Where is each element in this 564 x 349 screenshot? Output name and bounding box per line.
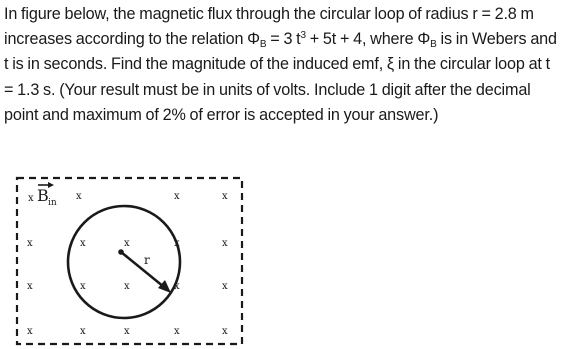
field-cross: x — [27, 281, 33, 292]
field-cross: x — [27, 326, 33, 337]
field-cross: x — [124, 238, 130, 249]
radius-label: r — [144, 253, 150, 267]
field-label-subscript: in — [48, 198, 57, 208]
circular-loop — [68, 206, 180, 318]
field-cross-label-lead: x — [28, 193, 34, 204]
magnetic-field-figure — [8, 172, 258, 348]
field-cross: x — [80, 326, 86, 337]
field-cross: x — [174, 238, 180, 249]
time-exponent: 3 — [300, 30, 306, 42]
flux-subscript-2: B — [430, 39, 437, 51]
field-cross: x — [222, 238, 228, 249]
question-part-4: + 5t + 4, where Φ — [305, 30, 431, 49]
field-cross: x — [76, 191, 82, 202]
field-cross: x — [222, 191, 228, 202]
field-label: B — [37, 186, 49, 205]
question-part-2: 2.8 m increases according to the relation Φ — [4, 5, 534, 49]
field-cross: x — [124, 281, 130, 292]
field-cross: x — [80, 238, 86, 249]
question-part-1: In figure below, the magnetic flux through the circular loop of radius r = — [4, 5, 491, 23]
field-cross: x — [80, 281, 86, 292]
field-cross: x — [27, 238, 33, 249]
figure-drawing — [8, 172, 258, 348]
field-cross: x — [222, 281, 228, 292]
question-text — [4, 2, 562, 128]
flux-subscript-1: B — [259, 39, 267, 51]
field-cross: x — [222, 326, 228, 337]
field-cross: x — [174, 326, 180, 337]
question-part-3: = 3 t — [266, 30, 301, 49]
field-cross: x — [124, 326, 130, 337]
question-part-5: is in Webers and t is in seconds. Find the magnitude of the induced emf, ξ in the circular loop at t = 1.3 s. (Your result must be in units of volts. Include 1 digit after the decimal point and maximum of 2% of error is accepted in your answer.) — [4, 30, 557, 124]
field-cross: x — [174, 191, 180, 202]
field-cross: x — [174, 281, 180, 292]
